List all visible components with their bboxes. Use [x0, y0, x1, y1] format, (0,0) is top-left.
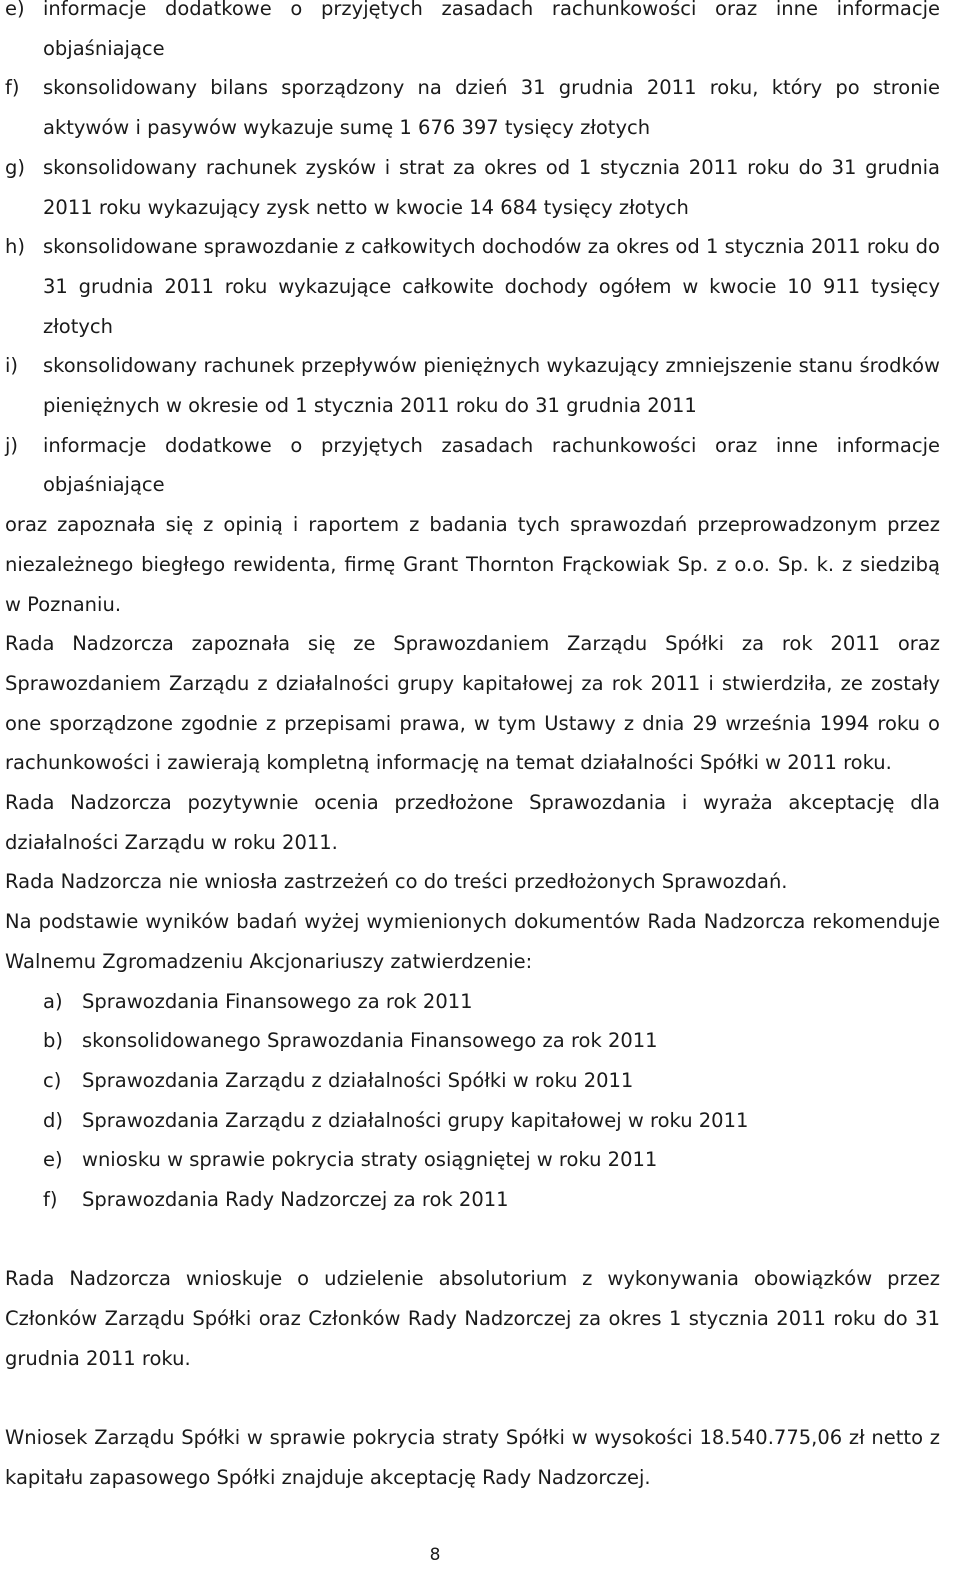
list-item-text: skonsolidowanego Sprawozdania Finansowego za rok 2011 — [82, 1029, 658, 1053]
list-item — [5, 346, 940, 425]
list-item — [5, 68, 940, 147]
list-item — [5, 0, 940, 68]
list-item — [5, 148, 940, 227]
list-item-text: skonsolidowane sprawozdanie z całkowitych dochodów za okres od 1 stycznia 2011 roku do 31 grudnia 2011 roku wykazujące całkowite dochody ogółem w kwocie 10 911 tysięcy złotych — [43, 235, 940, 338]
list-item-label: d) — [43, 1108, 63, 1132]
paragraph-loss-coverage: Wniosek Zarządu Spółki w sprawie pokrycia straty Spółki w wysokości 18.540.775,06 zł netto z kapitału zapasowego Spółki znajduje akceptację Rady Nadzorczej. — [5, 1426, 940, 1489]
blank-line — [5, 1220, 940, 1260]
list-item — [5, 1061, 940, 1101]
list-item-label: j) — [5, 433, 19, 457]
list-item — [5, 1180, 940, 1220]
list-item-text: informacje dodatkowe o przyjętych zasadach rachunkowości oraz inne informacje objaśniające — [43, 0, 940, 60]
paragraph-absolutorium: Rada Nadzorcza wnioskuje o udzielenie absolutorium z wykonywania obowiązków przez Członków Zarządu Spółki oraz Członków Rady Nadzorczej za okres 1 stycznia 2011 roku do 31 grudnia 2011 roku. — [5, 1267, 940, 1370]
list-item-label: c) — [43, 1068, 62, 1092]
list-item-text: Sprawozdania Zarządu z działalności Spółki w roku 2011 — [82, 1068, 634, 1092]
list-item — [5, 982, 940, 1022]
list-item — [5, 227, 940, 346]
list-item-label: i) — [5, 354, 19, 378]
paragraph-recommendation: Na podstawie wyników badań wyżej wymienionych dokumentów Rada Nadzorcza rekomenduje Walnemu Zgromadzeniu Akcjonariuszy zatwierdzenie: — [5, 910, 940, 973]
list-item-text: Sprawozdania Finansowego za rok 2011 — [82, 989, 473, 1013]
list-item-text: skonsolidowany bilans sporządzony na dzień 31 grudnia 2011 roku, który po stronie aktywów i pasywów wykazuje sumę 1 676 397 tysięcy złotych — [43, 76, 940, 140]
document-page — [5, 0, 940, 1498]
list-item-label: f) — [43, 1188, 58, 1212]
paragraph-management-report: Rada Nadzorcza zapoznała się ze Sprawozdaniem Zarządu Spółki za rok 2011 oraz Sprawozdaniem Zarządu z działalności grupy kapitałowej za rok 2011 i stwierdziła, ze zostały one sporządzone zgodnie z przepisami prawa, w tym Ustawy z dnia 29 września 1994 roku o rachunkowości i zawierają kompletną informację na temat działalności Spółki w 2011 roku. — [5, 632, 940, 775]
list-item-text: informacje dodatkowe o przyjętych zasadach rachunkowości oraz inne informacje objaśniające — [43, 433, 940, 497]
list-item-text: Sprawozdania Zarządu z działalności grupy kapitałowej w roku 2011 — [82, 1108, 749, 1132]
list-item-text: wniosku w sprawie pokrycia straty osiągniętej w roku 2011 — [82, 1148, 658, 1172]
paragraph-positive-assessment: Rada Nadzorcza pozytywnie ocenia przedłożone Sprawozdania i wyraża akceptację dla działalności Zarządu w roku 2011. — [5, 791, 940, 854]
list-item-label: e) — [5, 0, 25, 20]
list-item-label: f) — [5, 76, 20, 100]
list-item — [5, 1021, 940, 1061]
list-item-label: a) — [43, 989, 63, 1013]
page-number: 8 — [429, 1545, 441, 1565]
blank-line — [5, 1379, 940, 1419]
list-item — [5, 426, 940, 505]
list-item-label: h) — [5, 235, 25, 259]
approval-list — [5, 982, 940, 1220]
paragraph-no-objections: Rada Nadzorcza nie wniosła zastrzeżeń co do treści przedłożonych Sprawozdań. — [5, 870, 788, 894]
list-item — [5, 1140, 940, 1180]
list-item-text: skonsolidowany rachunek przepływów pieniężnych wykazujący zmniejszenie stanu środków pieniężnych w okresie od 1 stycznia 2011 roku do 31 grudnia 2011 — [43, 354, 940, 418]
list-item-label: b) — [43, 1029, 63, 1053]
list-item-text: skonsolidowany rachunek zysków i strat za okres od 1 stycznia 2011 roku do 31 grudnia 2011 roku wykazujący zysk netto w kwocie 14 684 tysięcy złotych — [43, 155, 940, 219]
list-item — [5, 1101, 940, 1141]
paragraph-auditor-opinion: oraz zapoznała się z opinią i raportem z badania tych sprawozdań przeprowadzonym przez niezależnego biegłego rewidenta, firmę Grant Thornton Frąckowiak Sp. z o.o. Sp. k. z siedzibą w Poznaniu. — [5, 513, 940, 616]
financial-statements-list — [5, 0, 940, 505]
list-item-label: e) — [43, 1148, 63, 1172]
list-item-label: g) — [5, 155, 25, 179]
list-item-text: Sprawozdania Rady Nadzorczej za rok 2011 — [82, 1188, 509, 1212]
